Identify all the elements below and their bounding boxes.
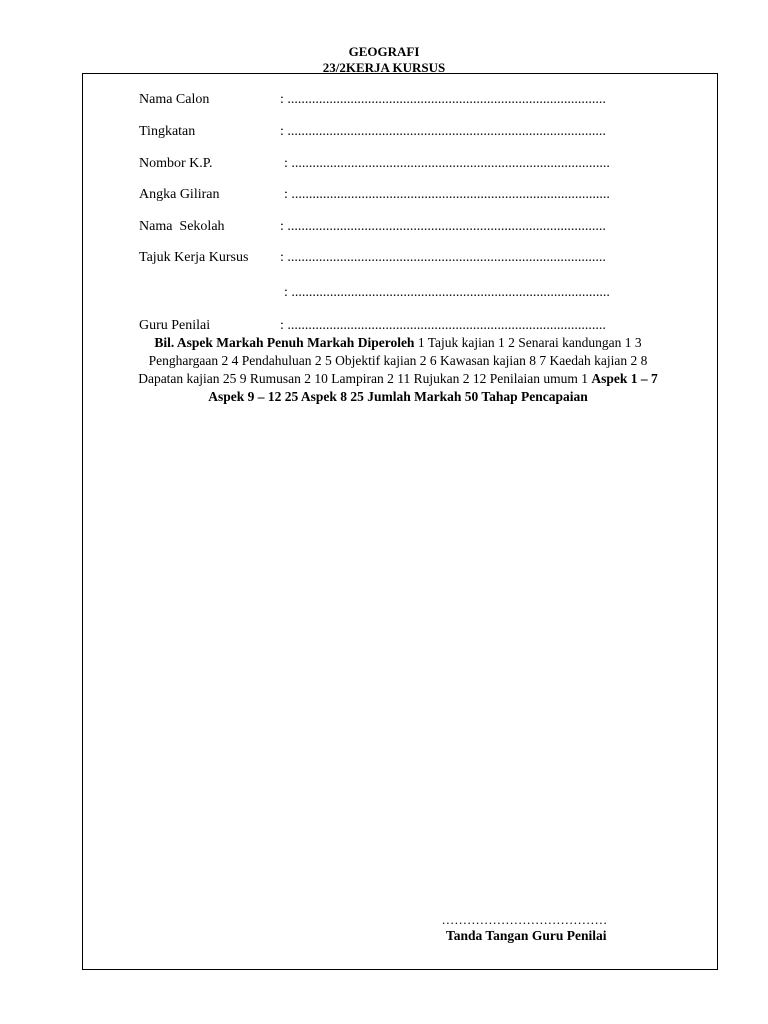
field-blank-nama-sekolah[interactable]: : ........................................................................................... <box>280 219 606 234</box>
field-label: Nama Calon <box>139 92 210 107</box>
field-blank-nama-calon[interactable]: : ........................................................................................... <box>280 92 606 107</box>
subject-title: GEOGRAFI <box>348 44 420 59</box>
form-frame <box>82 73 718 970</box>
field-blank-tingkatan[interactable]: : ........................................................................................... <box>280 124 606 139</box>
signature-line[interactable]: ....................................... <box>442 912 608 927</box>
paper-code-title: 23/2KERJA KURSUS <box>322 60 446 75</box>
marks-header-text: Bil. Aspek Markah Penuh Markah Diperoleh <box>154 335 415 350</box>
field-label: Tajuk Kerja Kursus <box>139 250 249 265</box>
field-blank-tajuk-kerja-kursus[interactable]: : ........................................................................................... <box>280 250 606 265</box>
marks-summary-text: Aspek 1 – 7 Aspek 9 – 12 25 Aspek 8 25 Jumlah Markah 50 Tahap Pencapaian <box>208 371 658 404</box>
marks-items-text: 1 Tajuk kajian 1 2 Senarai kandungan 1 3 Penghargaan 2 4 Pendahuluan 2 5 Objektif kajian 2 6 Kawasan kajian 8 7 Kaedah kajian 2 8 Dapatan kajian 25 9 Rumusan 2 10 Lampiran 2 11 Rujukan 2 12 Penilaian umum 1 <box>138 335 648 386</box>
signature-label: Tanda Tangan Guru Penilai <box>446 928 607 943</box>
field-blank-nombor-kp[interactable]: : ........................................................................................... <box>284 156 610 171</box>
field-label: Nombor K.P. <box>139 156 213 171</box>
marks-paragraph <box>128 334 668 406</box>
field-blank-guru-penilai[interactable]: : ........................................................................................... <box>280 318 606 333</box>
field-blank-tajuk-continuation[interactable]: : ........................................................................................... <box>284 285 610 300</box>
field-label: Tingkatan <box>139 124 196 139</box>
field-label: Angka Giliran <box>139 187 220 202</box>
field-label: Guru Penilai <box>139 318 211 333</box>
field-blank-angka-giliran[interactable]: : ........................................................................................... <box>284 187 610 202</box>
field-label: Nama Sekolah <box>139 219 225 234</box>
